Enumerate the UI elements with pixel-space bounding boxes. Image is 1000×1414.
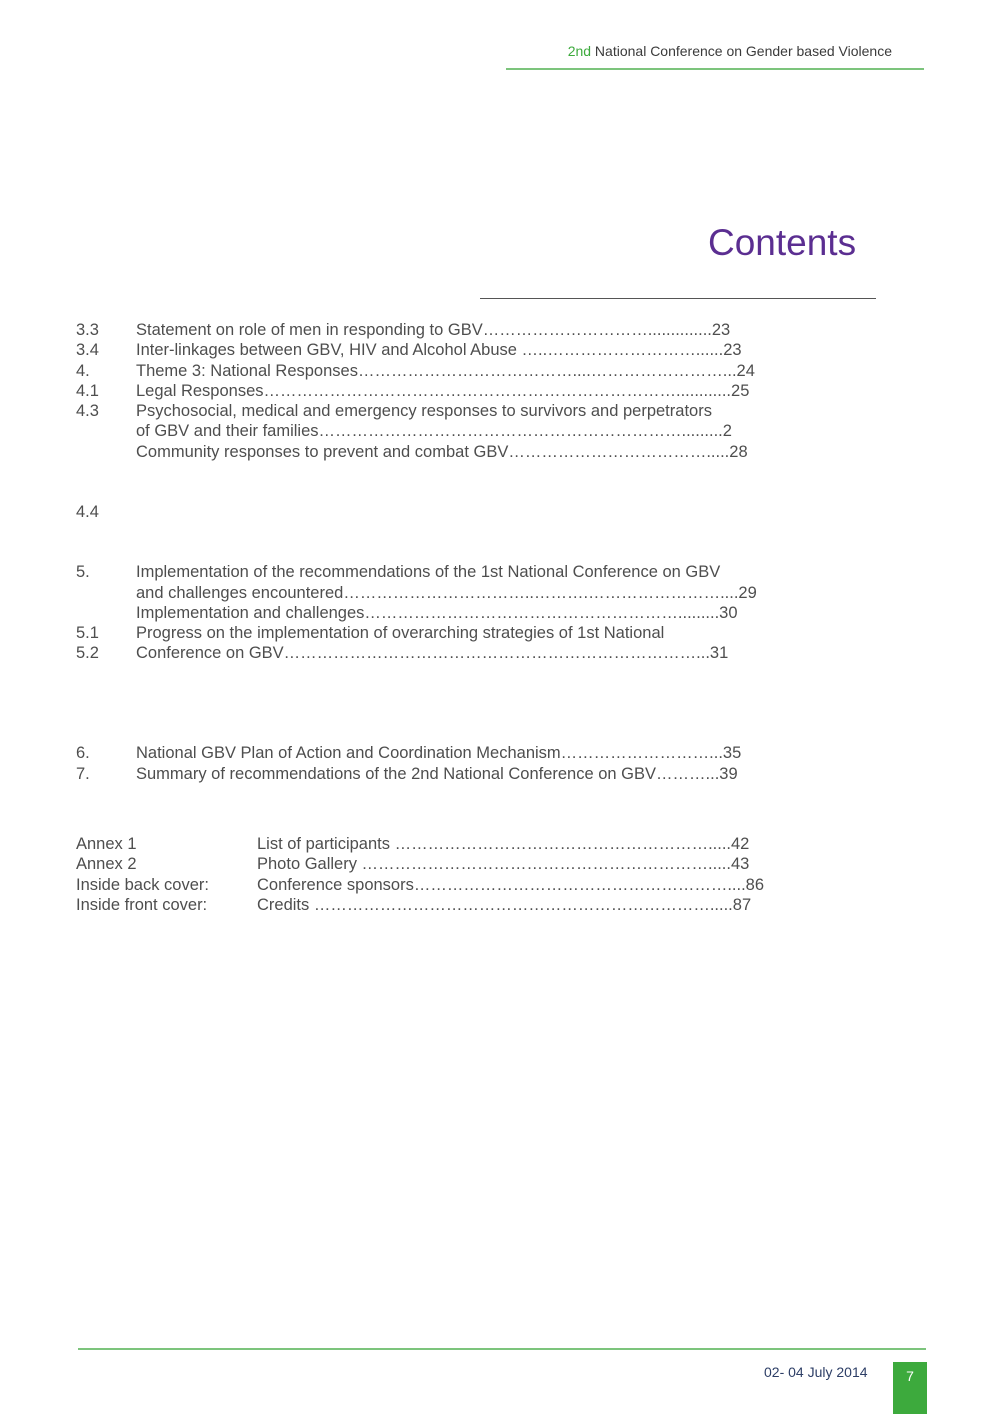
page-number: 7	[893, 1362, 927, 1414]
annex-label: Annex 2	[76, 855, 137, 873]
toc-text: National GBV Plan of Action and Coordination Mechanism………………………...35	[136, 744, 742, 762]
toc-text: Implementation and challenges………………………………………………….........30	[136, 604, 738, 622]
toc-number: 5.1	[76, 624, 99, 642]
toc-text: Legal Responses…………………………………………………………………............25	[136, 382, 750, 400]
toc-text: Progress on the implementation of overarching strategies of 1st National	[136, 624, 665, 642]
annex-text: Photo Gallery ……………………………………………………….....43	[257, 855, 750, 873]
toc-number: 4.3	[76, 402, 99, 420]
toc-text: and challenges encountered……………………………..……….……………………....29	[136, 584, 757, 602]
annex-text: Conference sponsors…………………………………………………....86	[257, 876, 765, 894]
toc-text: of GBV and their families………………………………………………………….........2	[136, 422, 732, 440]
page-title: Contents	[708, 222, 857, 263]
toc-number: 4.4	[76, 503, 99, 521]
title-divider	[480, 298, 876, 299]
toc-text: Community responses to prevent and combat GBV……………………………….....28	[136, 443, 748, 461]
toc-number: 4.	[76, 362, 90, 380]
toc-number: 5.	[76, 563, 90, 581]
toc-number: 4.1	[76, 382, 99, 400]
annex-label: Inside back cover:	[76, 876, 209, 894]
footer-divider	[78, 1348, 926, 1350]
toc-number: 7.	[76, 765, 90, 783]
header-title: National Conference on Gender based Violence	[591, 43, 892, 59]
toc-text: Summary of recommendations of the 2nd National Conference on GBV………...39	[136, 765, 738, 783]
annex-label: Inside front cover:	[76, 896, 208, 914]
toc-text: Psychosocial, medical and emergency responses to survivors and perpetrators	[136, 402, 712, 420]
annex-label: Annex 1	[76, 835, 137, 853]
annex-text: Credits ……………………………………………………………….....87	[257, 896, 752, 914]
footer-date: 02- 04 July 2014	[764, 1364, 868, 1380]
running-header	[568, 43, 892, 59]
toc-text: Statement on role of men in responding to GBV…………………………..............23	[136, 321, 731, 339]
toc-number: 5.2	[76, 644, 99, 662]
toc-text: Conference on GBV…………………………………………………………………...31	[136, 644, 729, 662]
toc-number: 6.	[76, 744, 90, 762]
header-accent: 2nd	[567, 43, 592, 59]
annex-text: List of participants ………………………………………………….....42	[257, 835, 750, 853]
header-divider	[506, 68, 924, 70]
toc-text: Implementation of the recommendations of the 1st National Conference on GBV	[136, 563, 721, 581]
toc-text: Theme 3: National Responses…………………………………....……………………...24	[136, 362, 755, 380]
toc-text: Inter-linkages between GBV, HIV and Alcohol Abuse …..………………………......23	[136, 341, 742, 359]
toc-number: 3.3	[76, 321, 99, 339]
toc-number: 3.4	[76, 341, 99, 359]
